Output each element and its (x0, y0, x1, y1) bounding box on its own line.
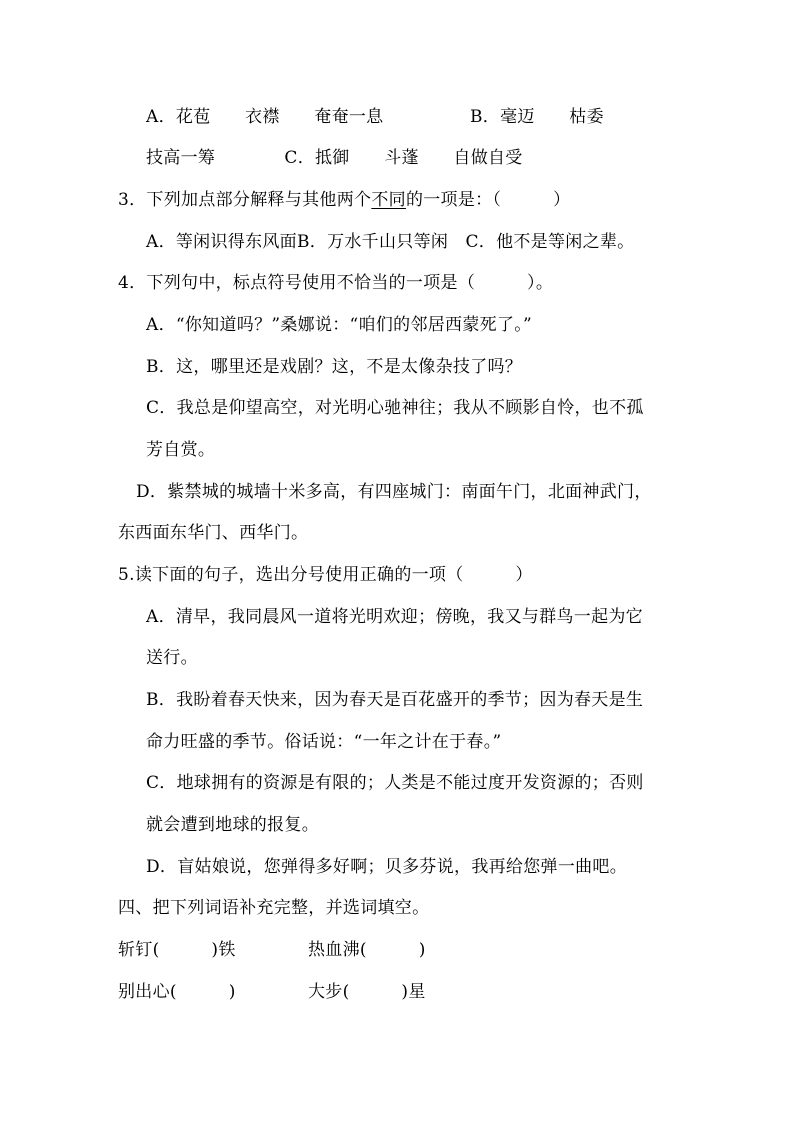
question-5-option-c-line-2: 就会遭到地球的报复。 (146, 815, 319, 835)
question-4-option-d-line-2: 东西面东华门、西华门。 (118, 523, 309, 543)
question-4-stem: 4．下列句中，标点符号使用不恰当的一项是（ ）。 (118, 273, 554, 293)
question-5-option-c-line-1: C．地球拥有的资源是有限的；人类是不能过度开发资源的；否则 (146, 773, 644, 793)
idiom-3: 别出心( ) (118, 982, 236, 1002)
section-4-heading: 四、把下列词语补充完整，并选词填空。 (118, 898, 430, 918)
q2-options-line-1: A．花苞 衣襟 奄奄一息 B．毫迈 枯委 (146, 107, 604, 127)
question-4-option-b: B．这，哪里还是戏剧？这，不是太像杂技了吗？ (146, 357, 523, 377)
question-4-option-c-line-1: C．我总是仰望高空，对光明心驰神往；我从不顾影自怜，也不孤 (146, 398, 644, 418)
q2-options-line-2: 技高一筹 C．抵御 斗蓬 自做自受 (146, 148, 523, 168)
question-4-option-a: A．“你知道吗？”桑娜说：“咱们的邻居西蒙死了。” (146, 315, 533, 335)
question-5-option-b-line-1: B．我盼着春天快来，因为春天是百花盛开的季节；因为春天是生 (146, 690, 644, 710)
question-3-underlined-word: 不同 (371, 190, 406, 210)
question-3-prefix: 3．下列加点部分解释与其他两个 (118, 190, 372, 210)
question-5-option-d: D．盲姑娘说，您弹得多好啊；贝多芬说，我再给您弹一曲吧。 (146, 857, 628, 877)
question-5-option-b-line-2: 命力旺盛的季节。俗话说：“一年之计在于春。” (146, 732, 502, 752)
idiom-1: 斩钉( )铁 (118, 940, 236, 960)
question-4-option-d-line-1: D．紫禁城的城墙十米多高，有四座城门：南面午门，北面神武门， (136, 482, 652, 502)
idiom-4: 大步( )星 (308, 982, 426, 1002)
question-3-stem (118, 189, 570, 211)
question-5-option-a-line-2: 送行。 (146, 648, 198, 668)
question-4-option-c-line-2: 芳自赏。 (146, 440, 216, 460)
question-5-option-a-line-1: A．清早，我同晨风一道将光明欢迎；傍晚，我又与群鸟一起为它 (146, 607, 643, 627)
idiom-2: 热血沸( ) (308, 940, 426, 960)
question-3-suffix: 的一项是：（ ） (405, 190, 571, 210)
question-3-options: A．等闲识得东风面B．万水千山只等闲 C．他不是等闲之辈。 (146, 232, 635, 252)
question-5-stem: 5.读下面的句子，选出分号使用正确的一项（ ） (118, 565, 533, 585)
